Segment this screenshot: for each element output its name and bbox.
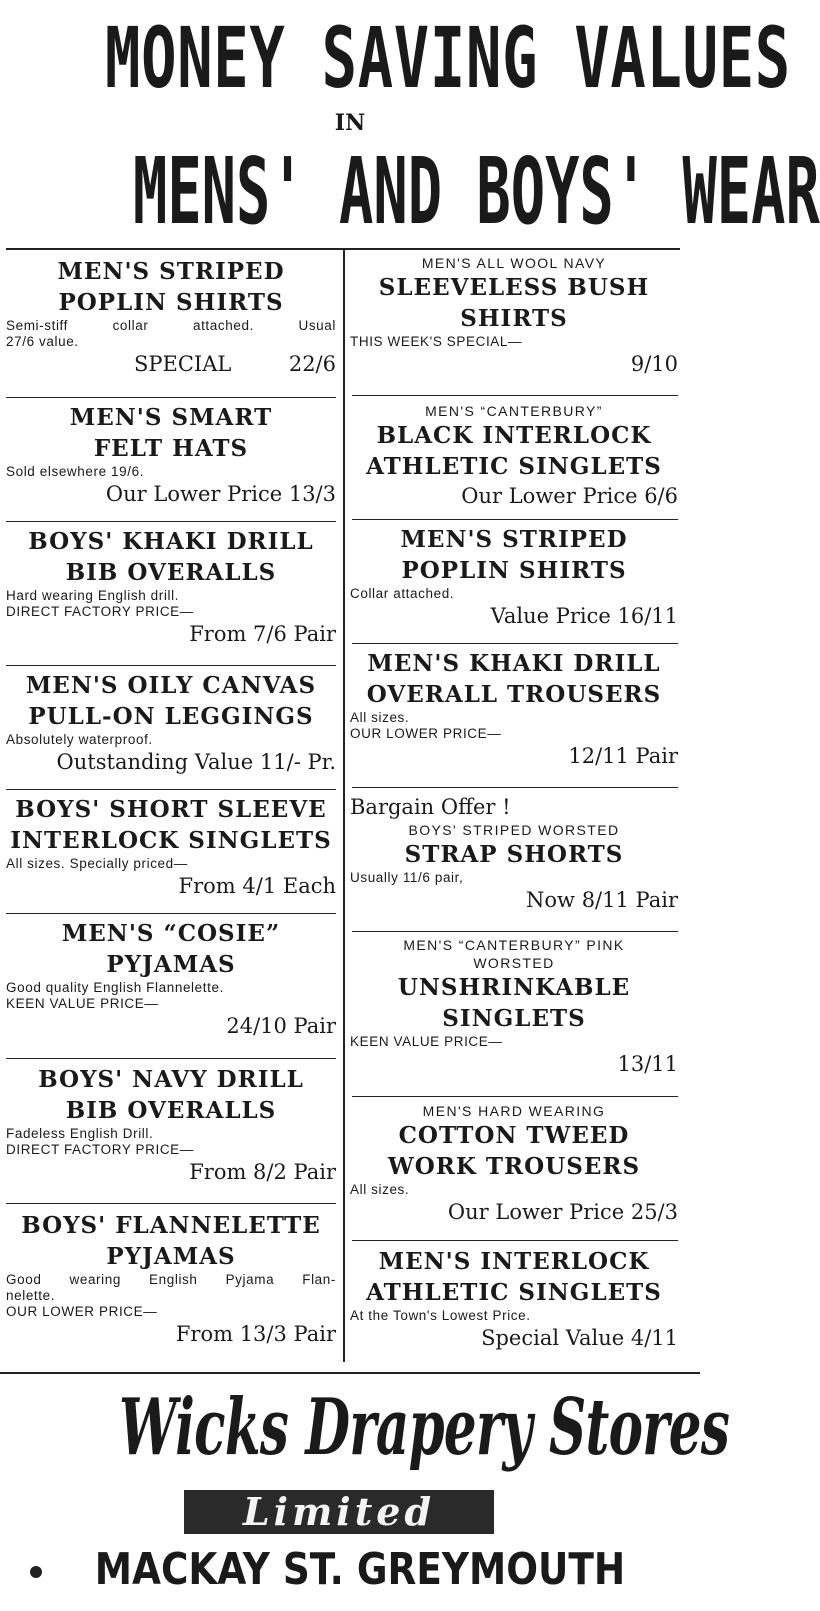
item-description: Good wearing English Pyjama Flan- bbox=[6, 1272, 336, 1287]
item-title: OVERALL TROUSERS bbox=[366, 681, 662, 708]
right-divider-3 bbox=[352, 643, 678, 644]
left-divider-1 bbox=[6, 397, 336, 398]
item-price: 13/11 bbox=[617, 1052, 678, 1076]
item-description: OUR LOWER PRICE— bbox=[6, 1304, 158, 1319]
left-divider-5 bbox=[6, 913, 336, 914]
left-item-4 bbox=[6, 670, 336, 776]
right-divider-5 bbox=[352, 931, 678, 932]
item-description: Semi-stiff collar attached. Usual bbox=[6, 318, 336, 333]
item-price: Outstanding Value 11/- Pr. bbox=[56, 750, 336, 774]
item-title: WORK TROUSERS bbox=[387, 1153, 641, 1180]
item-title: PYJAMAS bbox=[106, 951, 236, 978]
right-item-5 bbox=[350, 793, 678, 914]
item-title: ATHLETIC SINGLETS bbox=[366, 1279, 662, 1306]
item-title: SINGLETS bbox=[442, 1005, 586, 1032]
right-divider-6 bbox=[352, 1096, 678, 1097]
right-item-8 bbox=[350, 1246, 678, 1352]
item-description: DIRECT FACTORY PRICE— bbox=[6, 1142, 194, 1157]
right-divider-1 bbox=[352, 395, 678, 396]
bottom-rule bbox=[0, 1372, 700, 1374]
item-price: Value Price 16/11 bbox=[490, 604, 678, 628]
left-divider-7 bbox=[6, 1203, 336, 1204]
item-title: POPLIN SHIRTS bbox=[58, 289, 284, 316]
item-description: nelette. bbox=[6, 1288, 56, 1303]
item-description: All sizes. bbox=[350, 1182, 410, 1197]
item-description: DIRECT FACTORY PRICE— bbox=[6, 604, 194, 619]
item-description: Sold elsewhere 19/6. bbox=[6, 464, 145, 479]
item-description: KEEN VALUE PRICE— bbox=[350, 1034, 503, 1049]
right-divider-7 bbox=[352, 1240, 678, 1241]
headline-mens-and-boys-wear: MENS' AND BOYS' WEAR bbox=[133, 138, 820, 245]
item-title: PYJAMAS bbox=[106, 1243, 236, 1270]
right-item-3 bbox=[350, 524, 678, 630]
item-description: Good quality English Flannelette. bbox=[6, 980, 224, 995]
item-title: ATHLETIC SINGLETS bbox=[366, 453, 662, 480]
item-title: STRAP SHORTS bbox=[404, 841, 624, 868]
left-divider-4 bbox=[6, 789, 336, 790]
item-price bbox=[6, 350, 336, 378]
item-title: MEN'S OILY CANVAS bbox=[25, 672, 317, 699]
item-title: BIB OVERALLS bbox=[65, 559, 277, 586]
store-name-logo: Wicks Drapery Stores bbox=[118, 1382, 730, 1473]
item-title: BOYS' KHAKI DRILL bbox=[28, 528, 314, 555]
item-title: COTTON TWEED bbox=[398, 1122, 630, 1149]
item-price: 12/11 Pair bbox=[568, 744, 678, 768]
item-description: Fadeless English Drill. bbox=[6, 1126, 154, 1141]
left-item-2 bbox=[6, 402, 336, 508]
store-address: MACKAY ST. GREYMOUTH bbox=[94, 1544, 626, 1595]
item-description: 27/6 value. bbox=[6, 334, 79, 349]
right-item-6 bbox=[350, 936, 678, 1078]
bullet-dot bbox=[30, 1566, 42, 1578]
item-price: From 13/3 Pair bbox=[175, 1322, 336, 1346]
left-item-8 bbox=[6, 1210, 336, 1348]
item-prefix: MEN'S “CANTERBURY” bbox=[425, 403, 603, 419]
left-divider-6 bbox=[6, 1058, 336, 1059]
item-description: OUR LOWER PRICE— bbox=[350, 726, 502, 741]
item-title: BIB OVERALLS bbox=[65, 1097, 277, 1124]
item-title: BOYS' FLANNELETTE bbox=[21, 1212, 321, 1239]
right-item-7 bbox=[350, 1102, 678, 1226]
item-price: From 8/2 Pair bbox=[189, 1160, 336, 1184]
item-description: Collar attached. bbox=[350, 586, 455, 601]
left-item-3 bbox=[6, 526, 336, 648]
right-divider-2 bbox=[352, 519, 678, 520]
item-title: POPLIN SHIRTS bbox=[401, 557, 627, 584]
column-divider bbox=[343, 250, 345, 1362]
item-price: From 4/1 Each bbox=[178, 874, 336, 898]
headline-in: IN bbox=[334, 110, 366, 136]
item-price: Our Lower Price 25/3 bbox=[447, 1200, 678, 1224]
item-prefix: MEN'S HARD WEARING bbox=[422, 1103, 606, 1119]
item-description: At the Town's Lowest Price. bbox=[350, 1308, 531, 1323]
item-description: Hard wearing English drill. bbox=[6, 588, 180, 603]
item-prefix: WORSTED bbox=[473, 955, 555, 971]
left-item-1 bbox=[6, 256, 336, 378]
item-price: From 7/6 Pair bbox=[189, 622, 336, 646]
left-divider-3 bbox=[6, 665, 336, 666]
item-title: FELT HATS bbox=[93, 435, 249, 462]
item-title: INTERLOCK SINGLETS bbox=[10, 827, 332, 854]
item-title: MEN'S KHAKI DRILL bbox=[367, 650, 661, 677]
right-divider-4 bbox=[352, 787, 678, 788]
headline-money-saving-values: MONEY SAVING VALUES bbox=[105, 9, 791, 107]
item-description: Absolutely waterproof. bbox=[6, 732, 153, 747]
limited-banner: Limited bbox=[184, 1490, 494, 1534]
item-title: UNSHRINKABLE bbox=[397, 974, 631, 1001]
item-title: BOYS' NAVY DRILL bbox=[38, 1066, 304, 1093]
item-price: Special Value 4/11 bbox=[481, 1326, 678, 1350]
item-title: MEN'S STRIPED bbox=[57, 258, 285, 285]
item-title: BLACK INTERLOCK bbox=[376, 422, 652, 449]
item-prefix: MEN'S “CANTERBURY” PINK bbox=[403, 937, 625, 953]
item-price: 24/10 Pair bbox=[226, 1014, 336, 1038]
item-price-text: SPECIAL 22/6 bbox=[134, 352, 336, 376]
item-description: All sizes. bbox=[350, 710, 410, 725]
item-title: SLEEVELESS BUSH bbox=[378, 274, 650, 301]
item-title: MEN'S SMART bbox=[69, 404, 273, 431]
right-item-2 bbox=[350, 402, 678, 510]
item-title: MEN'S STRIPED bbox=[400, 526, 628, 553]
item-prefix: MEN'S ALL WOOL NAVY bbox=[421, 255, 607, 271]
left-item-5 bbox=[6, 794, 336, 900]
right-item-4 bbox=[350, 648, 678, 770]
left-divider-2 bbox=[6, 521, 336, 522]
left-item-6 bbox=[6, 918, 336, 1040]
item-price: Our Lower Price 6/6 bbox=[461, 484, 678, 508]
item-prefix: BOYS' STRIPED WORSTED bbox=[408, 822, 620, 838]
bargain-offer-label: Bargain Offer ! bbox=[350, 795, 511, 819]
item-title: MEN'S “COSIE” bbox=[61, 920, 281, 947]
item-description: KEEN VALUE PRICE— bbox=[6, 996, 159, 1011]
left-item-7 bbox=[6, 1064, 336, 1186]
item-description: Usually 11/6 pair, bbox=[350, 870, 464, 885]
item-title: SHIRTS bbox=[460, 305, 568, 332]
item-title: BOYS' SHORT SLEEVE bbox=[15, 796, 327, 823]
item-title: PULL-ON LEGGINGS bbox=[28, 703, 314, 730]
right-item-1 bbox=[350, 254, 678, 378]
item-price: Our Lower Price 13/3 bbox=[105, 482, 336, 506]
item-description: THIS WEEK'S SPECIAL— bbox=[350, 334, 523, 349]
item-price: Now 8/11 Pair bbox=[526, 888, 678, 912]
item-price: 9/10 bbox=[630, 352, 678, 376]
item-description: All sizes. Specially priced— bbox=[6, 856, 188, 871]
item-title: MEN'S INTERLOCK bbox=[378, 1248, 650, 1275]
